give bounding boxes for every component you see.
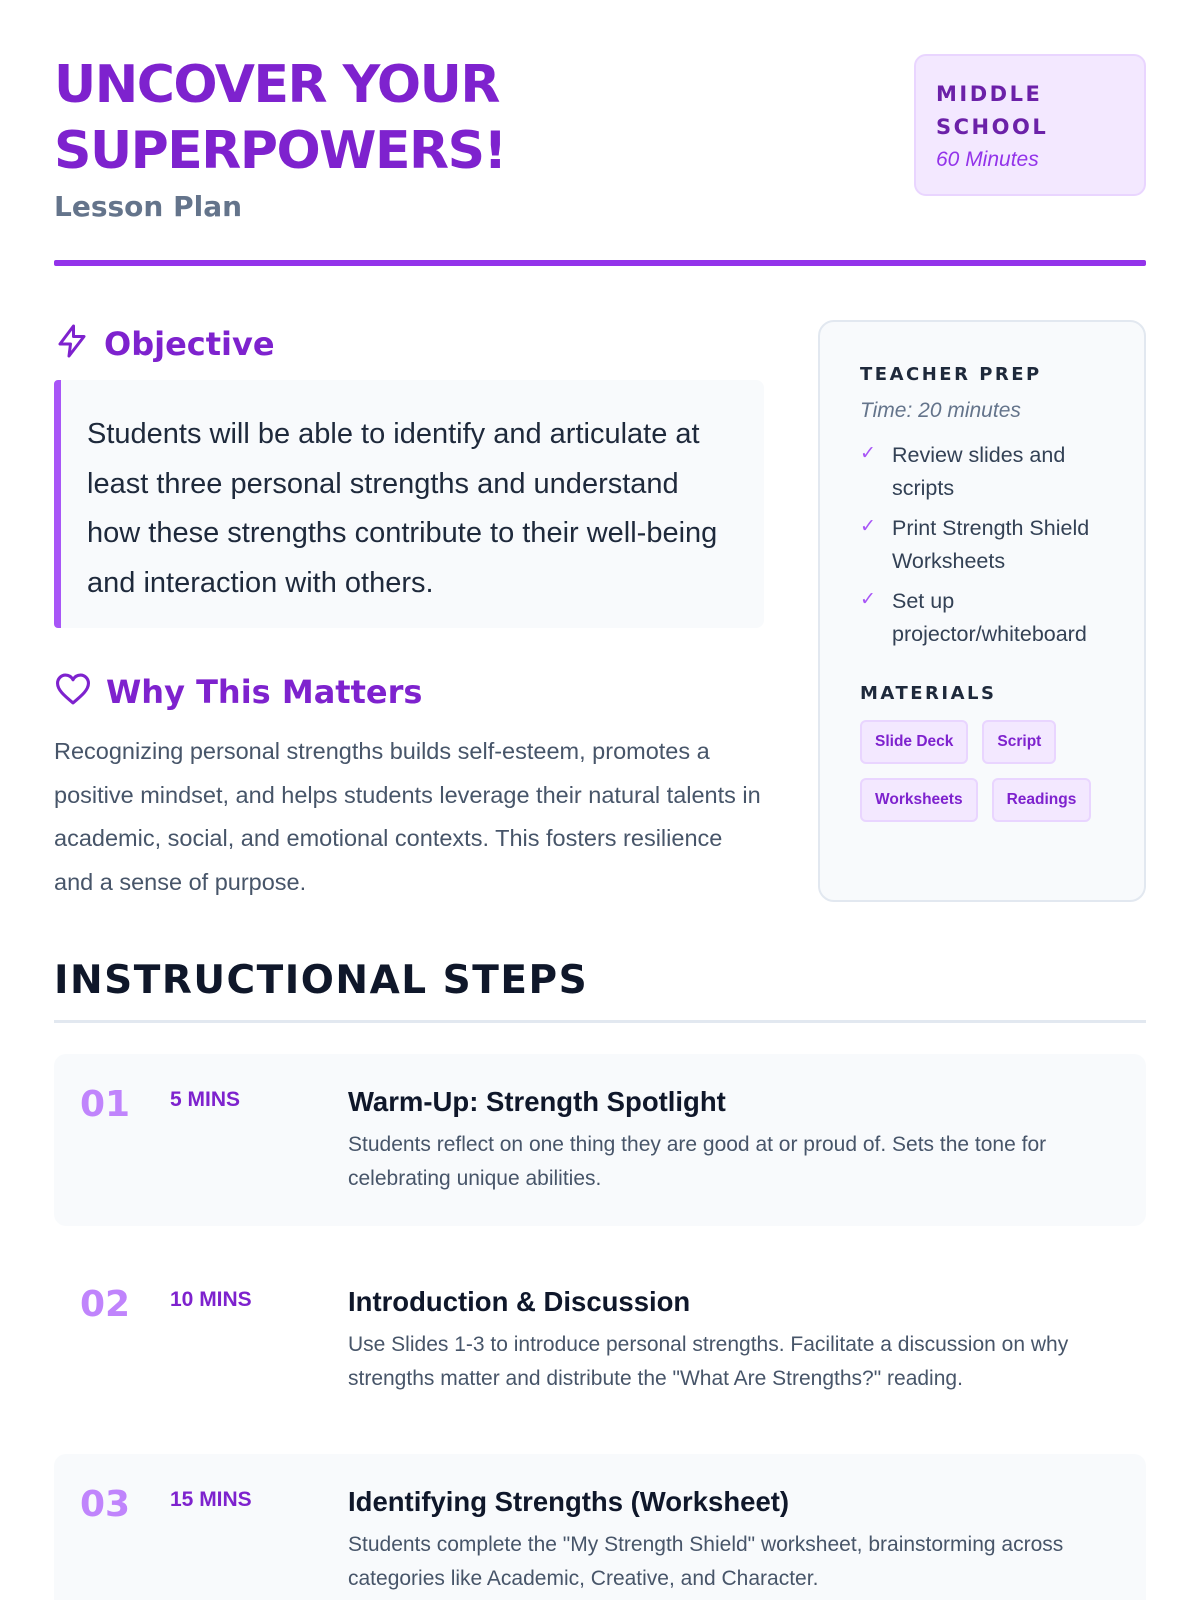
steps-heading: INSTRUCTIONAL STEPS	[54, 958, 589, 1003]
lesson-subtitle: Lesson Plan	[54, 190, 243, 223]
why-text: Recognizing personal strengths builds self-esteem, promotes a positive mindset, and helps students leverage their natural talents in academic, social, and emotional contexts. This fosters resilience and a sense of purpose.	[54, 738, 761, 895]
why-heading: Why This Matters	[106, 672, 423, 711]
step-duration: 5 MINS	[170, 1088, 241, 1111]
prep-checklist	[860, 439, 1124, 651]
why-heading-row	[54, 672, 422, 711]
list-item	[860, 585, 1124, 651]
prep-item-label: Set up projector/whiteboard	[892, 589, 1087, 646]
material-tag-readings: Readings	[992, 778, 1092, 822]
step-description: Students complete the "My Strength Shield" worksheet, brainstorming across categories like Academic, Creative, and Character.	[348, 1533, 1064, 1590]
objective-heading: Objective	[104, 324, 275, 363]
list-item	[860, 512, 1124, 578]
prep-time: Time: 20 minutes	[860, 399, 1021, 422]
grade-level: MIDDLE SCHOOL	[936, 82, 1049, 139]
level-badge	[914, 54, 1146, 196]
material-tag-worksheets: Worksheets	[860, 778, 978, 822]
step-title: Warm-Up: Strength Spotlight	[348, 1086, 726, 1117]
materials-tags	[860, 720, 1120, 822]
teacher-prep-card	[818, 320, 1146, 902]
header-divider	[54, 260, 1146, 266]
materials-label: MATERIALS	[860, 683, 997, 704]
lightning-icon	[54, 322, 90, 365]
step-number: 02	[80, 1284, 131, 1325]
teacher-prep-label: TEACHER PREP	[860, 364, 1042, 385]
objective-heading-row	[54, 322, 275, 365]
step-description: Use Slides 1-3 to introduce personal strengths. Facilitate a discussion on why strengths matter and distribute the "What Are Strengths?" reading.	[348, 1333, 1069, 1390]
material-tag-script: Script	[982, 720, 1056, 764]
prep-item-label: Review slides and scripts	[892, 443, 1066, 500]
list-item	[860, 439, 1124, 505]
check-icon: ✓	[860, 443, 876, 464]
check-icon: ✓	[860, 589, 876, 610]
step-number: 03	[80, 1484, 131, 1525]
check-icon: ✓	[860, 516, 876, 537]
step-card	[54, 1054, 1146, 1226]
objective-text: Students will be able to identify and articulate at least three personal strengths and understand how these strengths contribute to their well-being and interaction with others.	[87, 418, 718, 599]
step-duration: 15 MINS	[170, 1488, 252, 1511]
step-description: Students reflect on one thing they are good at or proud of. Sets the tone for celebrating unique abilities.	[348, 1133, 1047, 1190]
step-title: Identifying Strengths (Worksheet)	[348, 1486, 790, 1517]
objective-callout	[54, 380, 764, 628]
step-card	[54, 1254, 1146, 1426]
lesson-duration: 60 Minutes	[936, 148, 1039, 171]
step-duration: 10 MINS	[170, 1288, 252, 1311]
lesson-title: UNCOVER YOUR SUPERPOWERS!	[54, 55, 506, 181]
steps-divider	[54, 1020, 1146, 1023]
step-card	[54, 1454, 1146, 1600]
step-title: Introduction & Discussion	[348, 1286, 691, 1317]
material-tag-slide-deck: Slide Deck	[860, 720, 968, 764]
prep-item-label: Print Strength Shield Worksheets	[892, 516, 1090, 573]
heart-icon	[54, 672, 92, 711]
lesson-header	[54, 52, 1146, 270]
step-number: 01	[80, 1084, 131, 1125]
